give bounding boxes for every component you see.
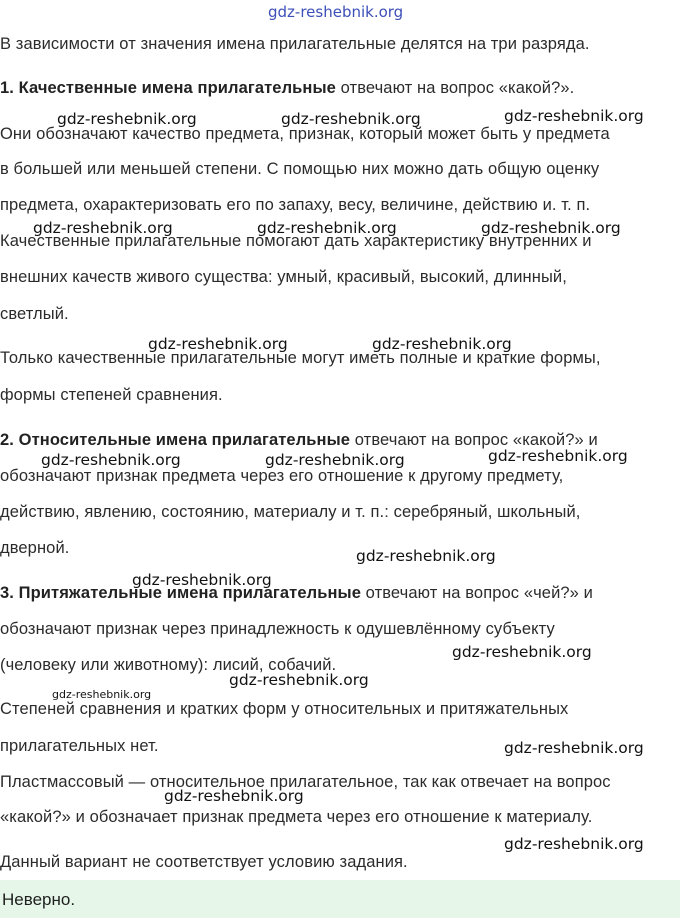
watermark-top: gdz-reshebnik.org — [268, 3, 404, 21]
section-3-heading-line — [0, 583, 593, 603]
result-banner — [0, 880, 680, 918]
conclusion-line: Пластмассовый — относительное прилагательное, так как отвечает на вопрос — [0, 773, 611, 791]
watermark: gdz-reshebnik.org — [132, 571, 272, 589]
watermark: gdz-reshebnik.org — [265, 451, 405, 469]
conclusion-line: Данный вариант не соответствует условию задания. — [0, 853, 408, 871]
section-1-line: формы степеней сравнения. — [0, 386, 223, 404]
section-1-line: Они обозначают качество предмета, признак, который может быть у предмета — [0, 125, 610, 143]
section-3-line: (человеку или животному): лисий, собачий. — [0, 656, 337, 674]
watermark: gdz-reshebnik.org — [52, 688, 152, 701]
section-1-heading: 1. Качественные имена прилагательные — [0, 79, 336, 97]
conclusion-line: «какой?» и обозначает признак предмета через его отношение к материалу. — [0, 808, 593, 826]
watermark: gdz-reshebnik.org — [504, 739, 644, 757]
section-1-line: Только качественные прилагательные могут иметь полные и краткие формы, — [0, 349, 601, 367]
section-3-line: обозначают признак через принадлежность к одушевлённому субъекту — [0, 620, 555, 638]
watermark: gdz-reshebnik.org — [57, 110, 197, 128]
section-2-line: обозначают признак предмета через его отношение к другому предмету, — [0, 467, 564, 485]
watermark: gdz-reshebnik.org — [504, 107, 644, 125]
section-1-line: Качественные прилагательные помогают дать характеристику внутренних и — [0, 232, 592, 250]
watermark: gdz-reshebnik.org — [257, 219, 397, 237]
watermark: gdz-reshebnik.org — [281, 110, 421, 128]
section-1-line: светлый. — [0, 305, 69, 323]
watermark: gdz-reshebnik.org — [229, 671, 369, 689]
section-1-heading-line — [0, 78, 574, 98]
watermark: gdz-reshebnik.org — [148, 335, 288, 353]
section-3-heading: 3. Притяжательные имена прилагательные — [0, 584, 361, 602]
section-2-line: действию, явлению, состоянию, материалу и т. п.: серебряный, школьный, — [0, 503, 581, 521]
intro-text: В зависимости от значения имена прилагательные делятся на три разряда. — [0, 35, 590, 53]
section-3-line: Степеней сравнения и кратких форм у относительных и притяжательных — [0, 700, 569, 718]
watermark: gdz-reshebnik.org — [356, 547, 496, 565]
section-1-line: в большей или меньшей степени. С помощью них можно дать общую оценку — [0, 160, 600, 178]
watermark: gdz-reshebnik.org — [481, 219, 621, 237]
section-2-question: отвечают на вопрос «какой?» и — [350, 431, 598, 449]
section-3-question: отвечают на вопрос «чей?» и — [360, 584, 593, 602]
watermark: gdz-reshebnik.org — [33, 219, 173, 237]
watermark: gdz-reshebnik.org — [41, 451, 181, 469]
watermark: gdz-reshebnik.org — [488, 447, 628, 465]
section-1-line: внешних качеств живого существа: умный, красивый, высокий, длинный, — [0, 268, 567, 286]
watermark: gdz-reshebnik.org — [372, 335, 512, 353]
section-3-line: прилагательных нет. — [0, 737, 159, 755]
section-1-line: предмета, охарактеризовать его по запаху, весу, величине, действию и. т. п. — [0, 196, 591, 214]
watermark: gdz-reshebnik.org — [164, 787, 304, 805]
watermark: gdz-reshebnik.org — [504, 835, 644, 853]
watermark: gdz-reshebnik.org — [452, 643, 592, 661]
result-text: Неверно. — [2, 890, 76, 909]
section-1-question: отвечают на вопрос «какой?». — [335, 79, 575, 97]
section-2-heading: 2. Относительные имена прилагательные — [0, 431, 351, 449]
section-2-line: дверной. — [0, 539, 70, 557]
